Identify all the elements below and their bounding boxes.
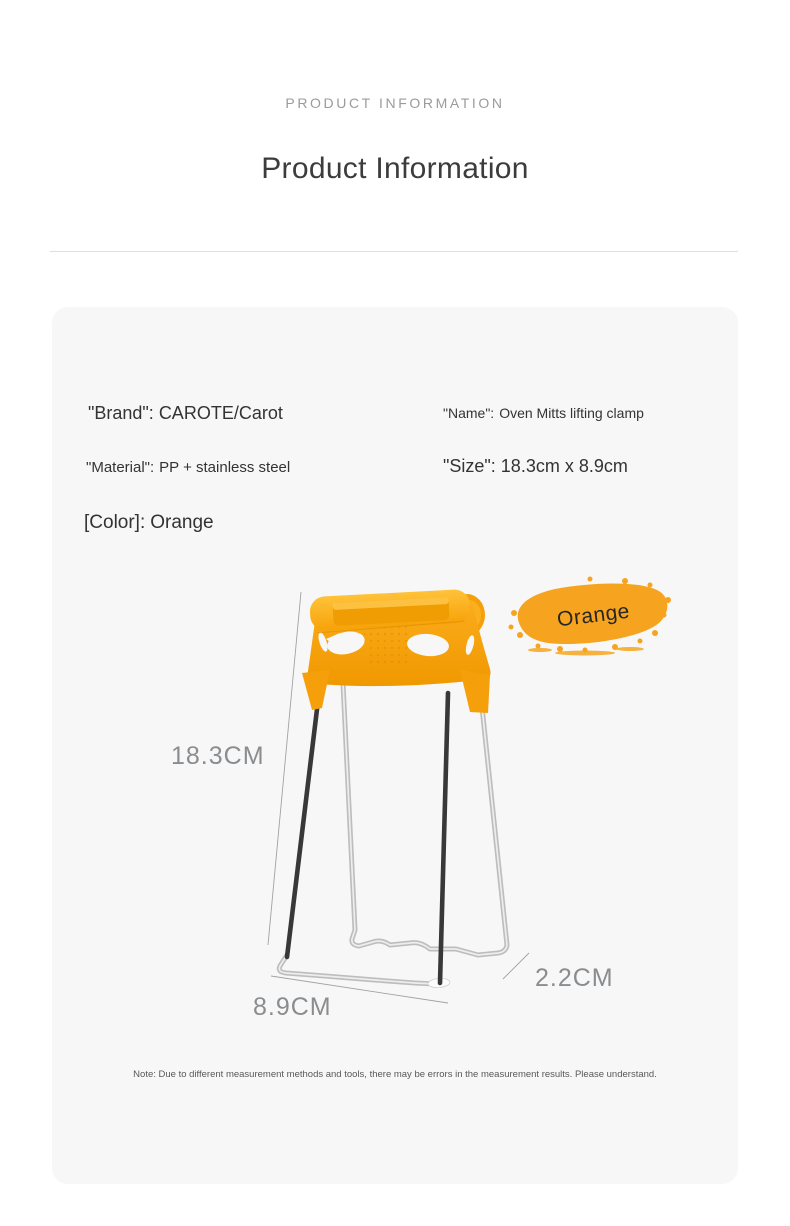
height-dimension-label: 18.3CM — [171, 742, 265, 770]
spec-name — [443, 405, 644, 421]
width-dimension-label: 8.9CM — [253, 993, 332, 1021]
spec-brand-label: "Brand": — [88, 403, 154, 423]
divider-line — [50, 251, 738, 252]
spec-brand-value: CAROTE/Carot — [158, 403, 283, 423]
spec-name-label: "Name": — [443, 405, 495, 421]
clamp-dark-wires — [287, 693, 448, 983]
spec-size — [443, 456, 628, 477]
page-title: Product Information — [261, 152, 529, 185]
left-leg-sleeve — [302, 670, 330, 710]
spec-color-value: Orange — [150, 512, 214, 533]
measurement-note: Note: Due to different measurement methods and tools, there may be errors in the measurement results. Please understand. — [133, 1069, 657, 1080]
spec-size-value: 18.3cm x 8.9cm — [500, 456, 628, 476]
color-swatch-label: Orange — [555, 599, 632, 632]
spec-size-label: "Size": — [443, 456, 496, 476]
spec-name-value: Oven Mitts lifting clamp — [499, 405, 644, 421]
product-illustration — [40, 555, 750, 1035]
clamp-front-base-wire — [279, 955, 436, 984]
depth-dim-line — [503, 953, 529, 979]
spec-material-value: PP + stainless steel — [159, 459, 291, 476]
depth-dimension-label: 2.2CM — [535, 964, 614, 992]
clamp-handle — [302, 589, 491, 713]
spec-color-label: [Color]: — [84, 512, 146, 533]
spec-brand — [88, 403, 283, 424]
section-eyebrow: PRODUCT INFORMATION — [285, 95, 505, 111]
spec-material — [86, 459, 290, 476]
right-leg-sleeve — [460, 670, 490, 713]
spec-material-label: "Material": — [86, 459, 155, 476]
spec-color — [84, 512, 214, 534]
